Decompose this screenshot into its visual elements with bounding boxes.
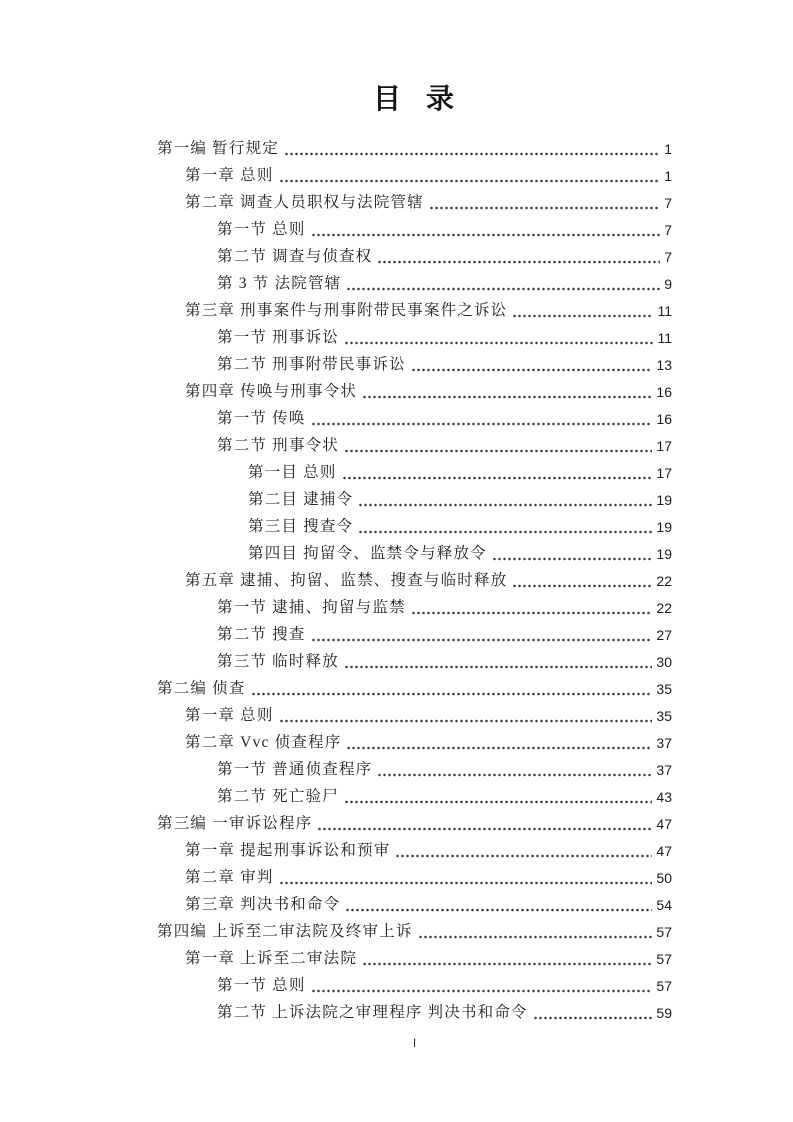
toc-entry-label: 第二章 Vvc 侦查程序 [185,734,342,751]
toc-entry-label: 第三目 搜查令 [248,518,354,535]
toc-entry-page: 17 [656,465,672,481]
toc-entry [157,863,672,890]
toc-entry-page: 57 [656,978,672,994]
toc-leader-dots [279,161,661,188]
toc-leader-dots [279,863,653,890]
toc-entry-page: 57 [656,924,672,940]
toc-entry-label: 第一章 总则 [185,707,274,724]
toc-entry-label: 第二节 上诉法院之审理程序 判决书和命令 [217,1004,528,1021]
toc-entry-label: 第一章 总则 [185,167,274,184]
toc-entry [157,971,672,998]
toc-entry [157,836,672,863]
toc-entry-page: 19 [656,519,672,535]
toc-entry [157,674,672,701]
toc-entry [157,485,672,512]
toc-entry-page: 1 [664,168,672,184]
toc-entry-label: 第二节 调查与侦查权 [217,248,373,265]
toc-leader-dots [279,701,653,728]
toc-entry-label: 第一节 总则 [217,977,306,994]
toc-entry-page: 47 [656,843,672,859]
toc-entry [157,944,672,971]
toc-entry [157,728,672,755]
toc-leader-dots [311,620,653,647]
toc-entry-label: 第一节 逮捕、拘留与监禁 [217,599,406,616]
toc-entry-label: 第二章 审判 [185,869,274,886]
toc-entry-page: 16 [656,411,672,427]
toc-entry [157,701,672,728]
toc-entry [157,188,672,215]
toc-entry-label: 第一章 提起刑事诉讼和预审 [185,842,391,859]
toc-leader-dots [429,188,660,215]
toc-entry-label: 第一编 暂行规定 [157,140,279,157]
toc-entry-label: 第二节 搜查 [217,626,306,643]
toc-entry-label: 第一节 总则 [217,221,306,238]
toc-entry-label: 第三章 刑事案件与刑事附带民事案件之诉讼 [185,302,508,319]
toc-entry-label: 第二目 逮捕令 [248,491,354,508]
toc-entry [157,350,672,377]
toc-entry-label: 第二节 死亡验尸 [217,788,339,805]
toc-entry [157,755,672,782]
toc-entry-page: 59 [656,1005,672,1021]
toc-leader-dots [377,242,660,269]
toc-entry-page: 7 [664,195,672,211]
toc-entry [157,323,672,350]
toc-leader-dots [345,890,652,917]
toc-entry [157,620,672,647]
toc-entry-label: 第二编 侦查 [157,680,246,697]
toc-entry-page: 30 [656,654,672,670]
toc-leader-dots [346,269,660,296]
toc-entry-label: 第三章 判决书和命令 [185,896,341,913]
toc-leader-dots [411,593,653,620]
toc-entry [157,647,672,674]
toc-entry [157,890,672,917]
toc-leader-dots [411,350,653,377]
toc-entry [157,998,672,1025]
toc-leader-dots [533,998,653,1025]
toc-entry-page: 47 [656,816,672,832]
toc-leader-dots [251,674,653,701]
toc-entry-label: 第四编 上诉至二审法院及终审上诉 [157,923,413,940]
toc-leader-dots [317,809,652,836]
toc-entry [157,404,672,431]
toc-entry-label: 第五章 逮捕、拘留、监禁、搜查与临时释放 [185,572,508,589]
toc-entry [157,809,672,836]
toc-leader-dots [492,539,653,566]
page-footer-number: I [412,1036,417,1050]
toc-entry [157,782,672,809]
toc-entry-label: 第一目 总则 [248,464,337,481]
toc-entry [157,458,672,485]
toc-leader-dots [344,647,652,674]
toc-entry-label: 第三节 临时释放 [217,653,339,670]
toc-entry [157,269,672,296]
toc-leader-dots [358,512,652,539]
toc-entry [157,377,672,404]
toc-entry-page: 22 [656,573,672,589]
toc-entry-page: 50 [656,870,672,886]
toc-entry-page: 43 [656,789,672,805]
toc-leader-dots [362,944,652,971]
toc-leader-dots [346,728,652,755]
toc-entry-label: 第二节 刑事附带民事诉讼 [217,356,406,373]
toc-entry-label: 第 3 节 法院管辖 [217,275,342,292]
toc-leader-dots [358,485,652,512]
toc-entry [157,161,672,188]
toc-leader-dots [418,917,653,944]
toc-leader-dots [395,836,652,863]
toc-leader-dots [344,323,653,350]
toc-leader-dots [311,971,653,998]
toc-leader-dots [512,566,652,593]
toc-leader-dots [344,431,652,458]
toc-entry-page: 27 [656,627,672,643]
toc-entry-page: 17 [656,438,672,454]
toc-entry-label: 第二章 调查人员职权与法院管辖 [185,194,424,211]
toc-entry-page: 37 [656,735,672,751]
toc-leader-dots [377,755,652,782]
toc-entry-page: 35 [656,708,672,724]
toc-leader-dots [342,458,653,485]
page-title: 目 录 [372,84,456,115]
toc-entry-label: 第四章 传唤与刑事令状 [185,383,358,400]
toc-entry [157,593,672,620]
toc-entry-label: 第一节 传唤 [217,410,306,427]
toc-entry-label: 第一节 刑事诉讼 [217,329,339,346]
toc-entry-page: 19 [656,546,672,562]
toc-entry-page: 9 [664,276,672,292]
toc-list [157,134,672,1025]
toc-entry-page: 11 [657,330,672,346]
toc-entry-page: 57 [656,951,672,967]
toc-entry-label: 第一节 普通侦查程序 [217,761,373,778]
toc-leader-dots [311,215,661,242]
toc-entry-label: 第四目 拘留令、监禁令与释放令 [248,545,487,562]
toc-leader-dots [362,377,652,404]
toc-entry-page: 35 [656,681,672,697]
toc-entry-label: 第一章 上诉至二审法院 [185,950,358,967]
toc-entry-page: 54 [656,897,672,913]
toc-entry-page: 7 [664,249,672,265]
toc-leader-dots [512,296,653,323]
toc-leader-dots [344,782,652,809]
toc-entry [157,917,672,944]
toc-entry [157,566,672,593]
toc-entry-page: 37 [656,762,672,778]
toc-entry [157,431,672,458]
toc-entry [157,539,672,566]
toc-entry [157,215,672,242]
toc-entry-label: 第三编 一审诉讼程序 [157,815,313,832]
toc-entry-page: 1 [664,141,672,157]
toc-entry-page: 13 [656,357,672,373]
toc-entry-page: 7 [664,222,672,238]
toc-leader-dots [311,404,653,431]
toc-entry-page: 16 [656,384,672,400]
toc-entry-page: 22 [656,600,672,616]
toc-entry-page: 19 [656,492,672,508]
toc-entry-label: 第二节 刑事令状 [217,437,339,454]
toc-entry [157,242,672,269]
toc-leader-dots [284,134,660,161]
toc-entry [157,512,672,539]
toc-entry [157,296,672,323]
toc-entry-page: 11 [657,303,672,319]
toc-entry [157,134,672,161]
